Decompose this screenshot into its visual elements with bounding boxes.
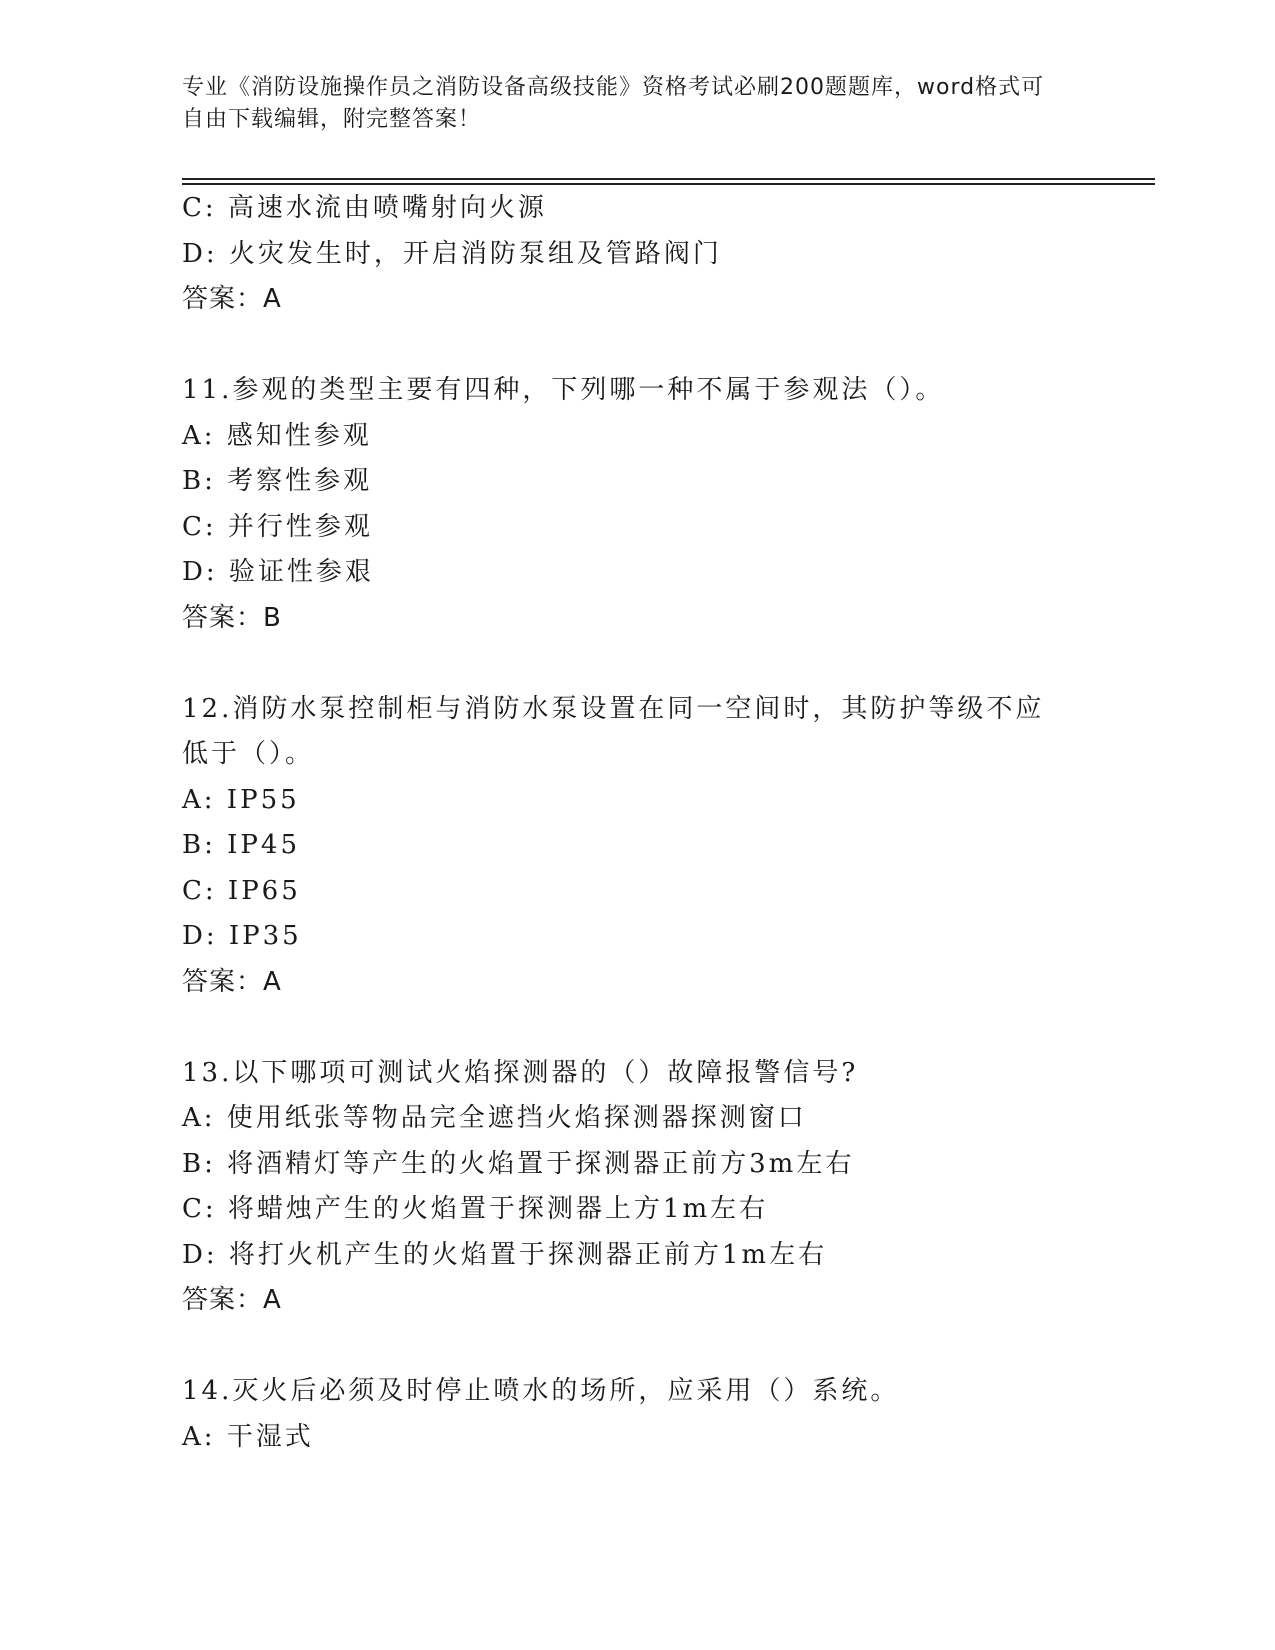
option-a: A: 感知性参观 xyxy=(182,420,372,451)
option-d: D: 火灾发生时，开启消防泵组及管路阀门 xyxy=(182,238,722,269)
question-13 xyxy=(182,1051,1082,1324)
option-b: B: IP45 xyxy=(182,830,300,860)
answer-label: 答案：A xyxy=(182,966,282,997)
option-b: B: 考察性参观 xyxy=(182,466,373,496)
option-a: A: IP55 xyxy=(182,784,300,815)
question-stem: 13.以下哪项可测试火焰探测器的（）故障报警信号? xyxy=(182,1057,859,1088)
question-list xyxy=(182,186,1082,1460)
spacer xyxy=(182,1005,1082,1051)
header-rule-bottom xyxy=(182,183,1155,185)
question-stem: 11.参观的类型主要有四种，下列哪一种不属于参观法（）。 xyxy=(182,375,945,405)
question-10-continued xyxy=(182,186,1082,323)
spacer xyxy=(182,641,1082,687)
answer-label: 答案：A xyxy=(182,284,282,314)
question-stem: 12.消防水泵控制柜与消防水泵设置在同一空间时，其防护等级不应低于（）。 xyxy=(182,693,1045,769)
header-rule-top xyxy=(182,178,1155,180)
spacer xyxy=(182,1324,1082,1370)
option-d: D: IP35 xyxy=(182,921,302,951)
option-c: C: 并行性参观 xyxy=(182,511,373,542)
question-12 xyxy=(182,687,1082,1006)
option-a: A: 干湿式 xyxy=(182,1421,314,1452)
spacer xyxy=(182,323,1082,369)
option-a: A: 使用纸张等物品完全遮挡火焰探测器探测窗口 xyxy=(182,1103,807,1133)
option-d: D: 验证性参艰 xyxy=(182,557,374,587)
question-14 xyxy=(182,1369,1082,1460)
document-header: 专业《消防设施操作员之消防设备高级技能》资格考试必刷200题题库，word格式可自由下载编辑，附完整答案！ xyxy=(182,75,1045,132)
option-c: C: 高速水流由喷嘴射向火源 xyxy=(182,193,547,223)
option-c: C: IP65 xyxy=(182,875,301,906)
answer-label: 答案：A xyxy=(182,1285,282,1315)
question-11 xyxy=(182,368,1082,641)
option-c: C: 将蜡烛产生的火焰置于探测器上方1m左右 xyxy=(182,1194,769,1224)
option-b: B: 将酒精灯等产生的火焰置于探测器正前方3m左右 xyxy=(182,1148,855,1179)
question-stem: 14.灭火后必须及时停止喷水的场所，应采用（）系统。 xyxy=(182,1376,900,1406)
answer-label: 答案：B xyxy=(182,602,282,633)
option-d: D: 将打火机产生的火焰置于探测器正前方1m左右 xyxy=(182,1239,828,1270)
